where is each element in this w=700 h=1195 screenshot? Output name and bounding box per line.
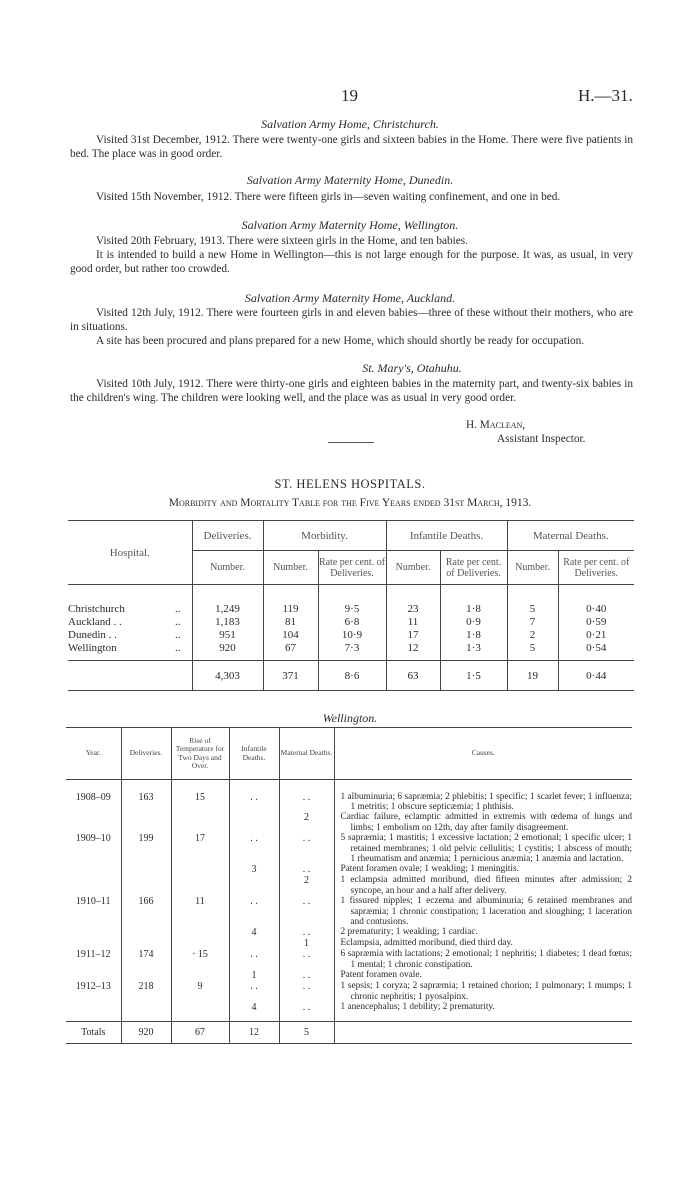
cell-infantile: 4 (229, 927, 279, 938)
col-infantile: Infantile Deaths. (229, 728, 279, 780)
cell-year (66, 927, 121, 938)
total-deliveries: 4,303 (192, 661, 263, 691)
cell-maternal: . . (279, 970, 334, 981)
cell-inf-num: 11 (386, 616, 440, 629)
report-code: H.—31. (578, 86, 633, 105)
cell-deliveries: 166 (121, 896, 171, 927)
paragraph-text: Visited 10th July, 1912. There were thirty-one girls and eighteen babies in the maternity part, and twenty-six babies in the children's wing. The children were looking well, and the place was as usual in very good order. (70, 378, 633, 404)
divider (328, 442, 374, 443)
morbidity-table (68, 520, 634, 691)
table-row (68, 629, 634, 642)
cell-year (66, 864, 121, 875)
table-row (66, 938, 632, 949)
cell-year: 1911–12 (75, 949, 111, 961)
col-causes: Causes. (334, 728, 632, 780)
cell-maternal: . . (279, 896, 334, 927)
cell-causes: Eclampsia, admitted moribund, died third day. (340, 938, 513, 949)
total-mat-num: 19 (507, 661, 558, 691)
cell-deliveries (121, 927, 171, 938)
col-rate: Rate per cent. of Deliveries. (558, 551, 634, 585)
cell-morb-rate: 9·5 (318, 603, 386, 616)
cell-causes: 1 anencephalus; 1 debility; 2 prematurity. (340, 1002, 495, 1012)
cell-deliveries: 163 (121, 792, 171, 813)
cell-rise: 9 (171, 981, 229, 1002)
cell-deliveries: 174 (121, 949, 171, 970)
cell-causes: Patent foramen ovale; 1 weakling; 1 meningitis. (340, 864, 519, 875)
cell-mat-num: 5 (507, 642, 558, 655)
cell-morb-num: 81 (263, 616, 318, 629)
table-row (66, 896, 632, 927)
col-number: Number. (386, 551, 440, 585)
col-maternal: Maternal Deaths. (279, 728, 334, 780)
cell-infantile: 1 (229, 970, 279, 981)
signature-name: H. Maclean, (466, 419, 526, 431)
signature-title: Assistant Inspector. (497, 433, 586, 445)
table-row (66, 812, 632, 833)
cell-mat-num: 7 (507, 616, 558, 629)
wellington-table (66, 727, 632, 1044)
cell-inf-rate: 0·9 (440, 616, 507, 629)
cell-deliveries: 1,249 (192, 603, 263, 616)
total-mat-rate: 0·44 (558, 661, 634, 691)
col-rate: Rate per cent. of Deliveries. (318, 551, 386, 585)
section-paragraph (70, 234, 633, 276)
leader-dots: .. (175, 629, 181, 641)
cell-morb-num: 67 (263, 642, 318, 655)
section-paragraph (70, 133, 633, 161)
cell-year: 1909–10 (75, 833, 111, 845)
cell-deliveries: 218 (121, 981, 171, 1002)
col-deliveries: Deliveries. (121, 728, 171, 780)
col-number: Number. (192, 551, 263, 585)
total-morb-rate: 8·6 (318, 661, 386, 691)
paragraph-text: Visited 20th February, 1913. There were sixteen girls in the Home, and ten babies. (96, 235, 469, 247)
cell-morb-rate: 7·3 (318, 642, 386, 655)
cell-causes: Patent foramen ovale. (340, 970, 422, 981)
section-paragraph (70, 377, 633, 405)
table-row (66, 833, 632, 864)
cell-inf-rate: 1·3 (440, 642, 507, 655)
wellington-title: Wellington. (322, 711, 378, 725)
total-inf-num: 63 (386, 661, 440, 691)
section-paragraph (70, 190, 633, 204)
paragraph-text: Visited 31st December, 1912. There were twenty-one girls and sixteen babies in the Home. There were five patients in bed. The place was in good order. (70, 134, 633, 160)
section-title: Salvation Army Maternity Home, Auckland. (244, 291, 456, 305)
col-deliveries: Deliveries. (192, 521, 263, 551)
table-row (66, 927, 632, 938)
total-rise: 67 (171, 1021, 229, 1043)
cell-rise: · 15 (171, 949, 229, 970)
cell-inf-num: 23 (386, 603, 440, 616)
leader-dots: .. (175, 616, 181, 628)
cell-inf-rate: 1·8 (440, 603, 507, 616)
cell-maternal: . . (279, 864, 334, 875)
cell-rise: 11 (171, 896, 229, 927)
cell-inf-num: 17 (386, 629, 440, 642)
cell-infantile (229, 938, 279, 949)
cell-rise: 15 (171, 792, 229, 813)
total-infantile: 12 (229, 1021, 279, 1043)
cell-morb-rate: 10·9 (318, 629, 386, 642)
col-maternal: Maternal Deaths. (507, 521, 634, 551)
cell-deliveries (121, 864, 171, 875)
section-title: St. Mary's, Otahuhu. (362, 361, 462, 375)
cell-morb-num: 119 (263, 603, 318, 616)
cell-inf-num: 12 (386, 642, 440, 655)
cell-rise (171, 875, 229, 896)
cell-deliveries: 920 (192, 642, 263, 655)
cell-deliveries: 951 (192, 629, 263, 642)
table-row (66, 792, 632, 813)
cell-infantile: . . (229, 949, 279, 970)
cell-maternal: . . (279, 981, 334, 1002)
hospital-name: Christchurch (68, 603, 125, 615)
cell-deliveries (121, 970, 171, 981)
cell-infantile (229, 875, 279, 896)
cell-causes: 5 sapræmia; 1 mastitis; 1 excessive lactation; 2 emotional; 1 specific ulcer; 1 retained membranes; 1 old pelvic cellulitis; 1 cystitis; 1 abscess of mouth; 1 rheumatism and anæmia; 1 pernicious anæmia; 1 anæmia and lactation. (340, 833, 632, 864)
cell-deliveries (121, 938, 171, 949)
total-deliveries: 920 (121, 1021, 171, 1043)
cell-rise (171, 938, 229, 949)
hospital-name: Auckland . . (68, 616, 122, 628)
totals-label: Totals (81, 1026, 106, 1038)
cell-mat-rate: 0·59 (558, 616, 634, 629)
totals-row (68, 661, 634, 691)
table-row (68, 616, 634, 629)
cell-infantile (229, 812, 279, 833)
cell-mat-rate: 0·54 (558, 642, 634, 655)
total-inf-rate: 1·5 (440, 661, 507, 691)
section-title: Salvation Army Maternity Home, Dunedin. (246, 173, 454, 187)
leader-dots: .. (175, 603, 181, 615)
cell-infantile: . . (229, 981, 279, 1002)
col-rise: Rise of Temperature for Two Days and Over. (171, 728, 229, 780)
section-title: Salvation Army Home, Christchurch. (261, 117, 439, 131)
table-row (66, 864, 632, 875)
cell-causes: 1 sepsis; 1 coryza; 2 sapræmia; 1 retained chorion; 1 pulmonary; 1 mumps; 1 chronic nephritis; 1 pyosalpinx. (340, 981, 632, 1002)
cell-inf-rate: 1·8 (440, 629, 507, 642)
section-title: Salvation Army Maternity Home, Wellington. (241, 218, 459, 232)
table-row (66, 949, 632, 970)
cell-causes: 6 sapræmia with lactations; 2 emotional; 1 nephritis; 1 diabetes; 1 dead fœtus; 1 mental; 1 chronic constipation. (340, 949, 632, 970)
table-row (66, 981, 632, 1002)
cell-year (66, 1002, 121, 1013)
col-hospital: Hospital. (68, 521, 192, 585)
cell-year: 1908–09 (75, 791, 111, 803)
cell-infantile: 4 (229, 1002, 279, 1013)
cell-year (66, 970, 121, 981)
cell-deliveries: 199 (121, 833, 171, 864)
paragraph-text: Visited 15th November, 1912. There were fifteen girls in—seven waiting confinement, and one in bed. (96, 191, 561, 203)
cell-mat-num: 2 (507, 629, 558, 642)
cell-mat-num: 5 (507, 603, 558, 616)
cell-maternal: . . (279, 1002, 334, 1013)
cell-causes: 1 albuminuria; 6 sapræmia; 2 phlebitis; 1 specific; 1 scarlet fever; 1 influenza; 1 metritis; 1 obscure septicæmia; 1 phthisis. (340, 791, 632, 812)
table-row (66, 1002, 632, 1013)
cell-infantile: . . (229, 792, 279, 813)
cell-causes: 2 prematurity; 1 weakling; 1 cardiac. (340, 927, 478, 938)
cell-morb-rate: 6·8 (318, 616, 386, 629)
cell-year (66, 812, 121, 833)
hospital-name: Wellington (68, 642, 117, 654)
col-morbidity: Morbidity. (263, 521, 386, 551)
cell-year: 1910–11 (75, 896, 111, 908)
cell-morb-num: 104 (263, 629, 318, 642)
leader-dots: .. (175, 642, 181, 654)
section-paragraph (70, 306, 633, 348)
table-row (66, 970, 632, 981)
cell-causes: Cardiac failure, eclamptic admitted in extremis with œdema of lungs and limbs; 1 embolism on 12th, day after family disagreement. (340, 812, 632, 833)
paragraph-text: Visited 12th July, 1912. There were fourteen girls in and eleven babies—three of these without their mothers, who are in situations. (70, 307, 633, 333)
col-infantile: Infantile Deaths. (386, 521, 507, 551)
cell-rise (171, 970, 229, 981)
st-helens-title: ST. HELENS HOSPITALS. (274, 477, 426, 491)
cell-maternal: 1 (279, 938, 334, 949)
col-number: Number. (263, 551, 318, 585)
col-rate: Rate per cent. of Deliveries. (440, 551, 507, 585)
cell-maternal: 2 (279, 875, 334, 896)
table-row (68, 603, 634, 616)
cell-infantile: . . (229, 896, 279, 927)
cell-deliveries: 1,183 (192, 616, 263, 629)
total-morb-num: 371 (263, 661, 318, 691)
cell-year (66, 938, 121, 949)
cell-infantile: 3 (229, 864, 279, 875)
paragraph-text: A site has been procured and plans prepared for a new Home, which should shortly be ready for occupation. (96, 335, 585, 347)
st-helens-subtitle: Morbidity and Mortality Table for the Five Years ended 31st March, 1913. (168, 497, 532, 509)
cell-rise (171, 864, 229, 875)
cell-causes: 1 eclampsia admitted moribund, died fifteen minutes after admission; 2 syncope, an hour and a half after delivery. (340, 875, 632, 896)
cell-maternal: . . (279, 792, 334, 813)
cell-rise (171, 812, 229, 833)
cell-maternal: . . (279, 949, 334, 970)
page-number: 19 (341, 86, 358, 105)
cell-deliveries (121, 875, 171, 896)
totals-row (66, 1021, 632, 1043)
col-year: Year. (66, 728, 121, 780)
cell-rise: 17 (171, 833, 229, 864)
cell-rise (171, 927, 229, 938)
cell-causes: 1 fissured nipples; 1 eczema and albuminuria; 6 retained membranes and sapræmia; 1 chronic constipation; 1 laceration and sloughing; 1 laceration and contusions. (340, 896, 632, 927)
cell-maternal: . . (279, 833, 334, 864)
cell-deliveries (121, 812, 171, 833)
col-number: Number. (507, 551, 558, 585)
cell-year (66, 875, 121, 896)
cell-mat-rate: 0·21 (558, 629, 634, 642)
table-row (68, 642, 634, 655)
hospital-name: Dunedin . . (68, 629, 117, 641)
cell-rise (171, 1002, 229, 1013)
cell-maternal: 2 (279, 812, 334, 833)
cell-deliveries (121, 1002, 171, 1013)
cell-year: 1912–13 (75, 981, 111, 993)
cell-mat-rate: 0·40 (558, 603, 634, 616)
table-row (66, 875, 632, 896)
paragraph-text: It is intended to build a new Home in Wellington—this is not large enough for the purpose. It was, as usual, in very good order, but rather too crowded. (70, 249, 633, 275)
cell-maternal: . . (279, 927, 334, 938)
total-maternal: 5 (279, 1021, 334, 1043)
cell-infantile: . . (229, 833, 279, 864)
